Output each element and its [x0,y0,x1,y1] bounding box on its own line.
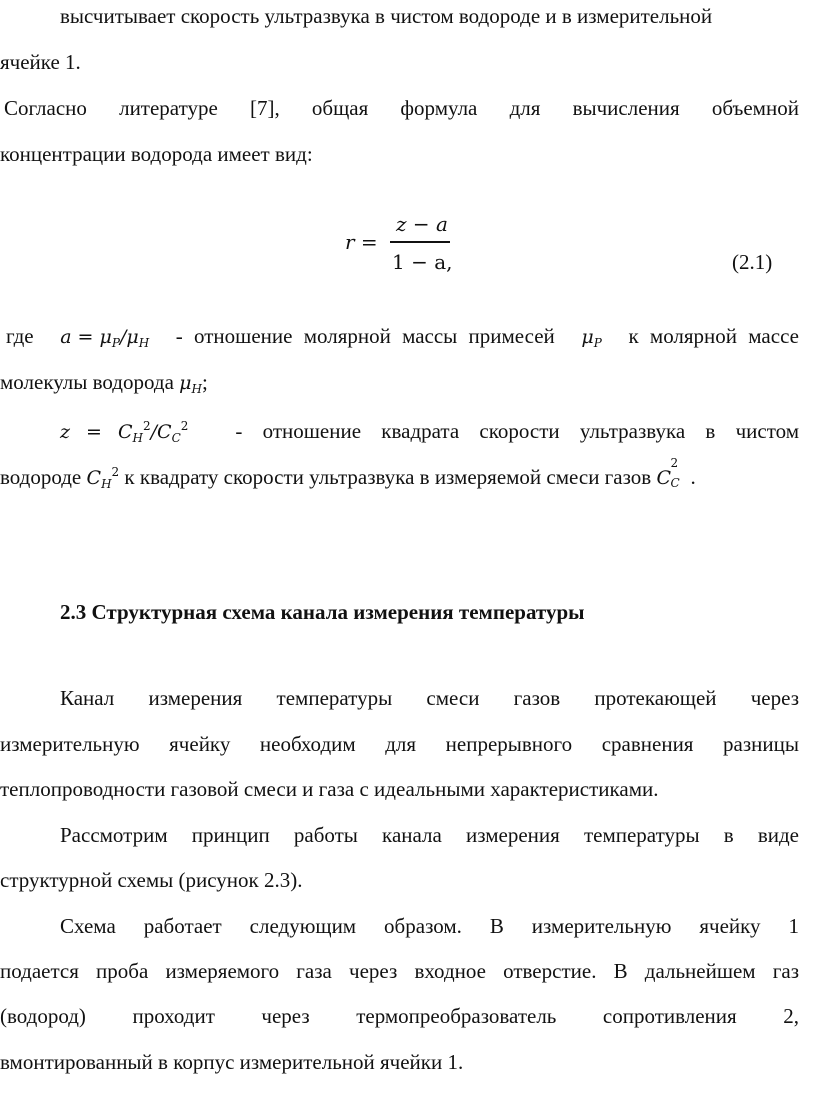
def-z-line2: водороде $C_H^2$ к квадрату скорости ультразвука в измеряемой смеси газов C 2 C . [0,456,696,491]
para5-line2: подается проба измеряемого газа через входное отверстие. В дальнейшем газ [0,959,799,983]
para3-line2: измерительную ячейку необходим для непрерывного сравнения разницы [0,732,799,756]
section-heading: 2.3 Структурная схема канала измерения температуры [60,600,585,624]
formula-denominator: 1 − a, [392,250,453,274]
para5-line4: вмонтированный в корпус измерительной ячейки 1. [0,1050,464,1074]
para3-line3: теплопроводности газовой смеси и газа с идеальными характеристиками. [0,777,659,801]
def-a-line2: молекулы водорода $\mu_H$; [0,370,208,396]
word: вычисления [572,96,680,120]
para4-line1: Рассмотрим принцип работы канала измерения температуры в виде [60,823,799,847]
para1-line2: ячейке 1. [0,50,81,74]
def-z-text: - отношение квадрата скорости ультразвука в чистом [235,419,799,443]
word: общая [311,96,369,120]
formula-lhs: r = [345,230,378,254]
para5-line1: Схема работает следующим образом. В измерительную ячейку 1 [60,914,799,938]
word: [7], [249,96,280,120]
formula-number: (2.1) [732,250,773,274]
fraction-bar [390,241,450,243]
word: для [509,96,541,120]
def-z-line1 [60,420,799,444]
def-z-expr: $z = C_H^2/C_C^2$ [60,419,189,445]
word: объемной [711,96,799,120]
def-a-prefix: где [6,324,34,348]
def-a-mu: $\mu_P$ [581,326,602,350]
para5-line3: (водород) проходит через термопреобразователь сопротивления 2, [0,1004,799,1028]
word: формула [400,96,478,120]
para1-line1: высчитывает скорость ультразвука в чистом водороде и в измерительной [60,4,713,28]
def-a-text2: к молярной массе [628,324,799,348]
def-a-text: - отношение молярной массы примесей [175,324,555,348]
para2-line1 [4,98,799,119]
formula-numerator: z − a [396,212,448,236]
def-a-expr: $a = \mu_P/\mu_H$ [60,326,150,350]
word: литературе [119,96,218,120]
word: Согласно [4,96,87,120]
para4-line2: структурной схемы (рисунок 2.3). [0,868,303,892]
para2-line2: концентрации водорода имеет вид: [0,142,313,166]
def-a-line1 [6,326,799,349]
para3-line1: Канал измерения температуры смеси газов протекающей через [60,686,799,710]
def-z-c2: C 2 C [656,456,680,490]
